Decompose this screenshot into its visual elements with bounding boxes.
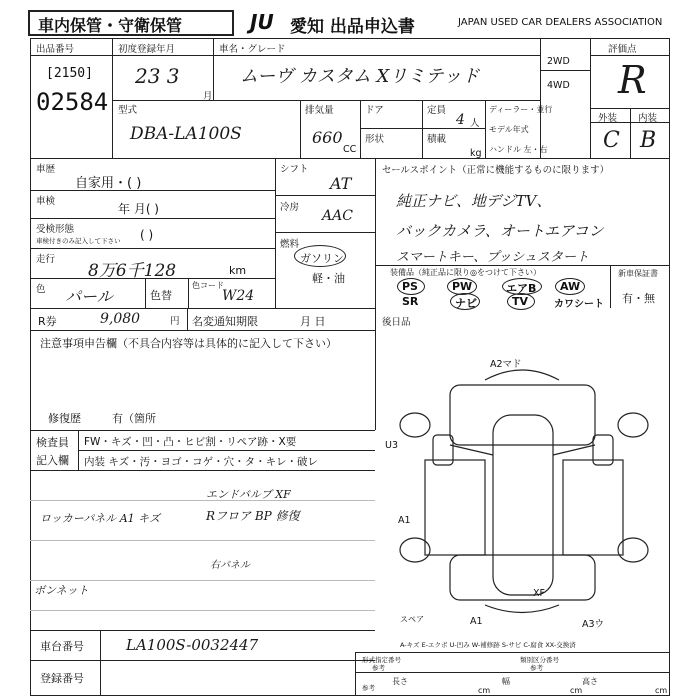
model-cert-ref: 参考 bbox=[372, 664, 385, 672]
diagram-label-front: A2マド bbox=[490, 359, 522, 370]
circle-aw bbox=[555, 278, 585, 295]
inspection-value: 年 月( ) bbox=[118, 202, 159, 216]
reference-label: 参考 bbox=[362, 684, 375, 692]
history-label: 車歴 bbox=[36, 164, 56, 175]
inspection-form-sub: 車検付きのみ記入して下さい bbox=[36, 237, 121, 245]
repair-history-value: 有（箇所 bbox=[112, 412, 156, 425]
circle-tv bbox=[507, 293, 535, 310]
selling-point-line-2: バックカメラ、オートエアコン bbox=[396, 222, 604, 240]
repair-history-label: 修復歴 bbox=[48, 412, 81, 425]
car-name-label: 車名・グレード bbox=[219, 44, 286, 55]
inspector-note-4: 右パネル bbox=[210, 560, 250, 571]
displacement-label: 排気量 bbox=[305, 105, 334, 116]
damage-legend: A-キズ E-エクボ U-凹み W-補修跡 S-サビ C-腐食 XX-交換済 bbox=[400, 641, 576, 649]
diagram-label-right: A3ウ bbox=[582, 619, 605, 630]
notice-value: 月 日 bbox=[300, 315, 326, 328]
category-ref: 参考 bbox=[530, 664, 543, 672]
model-year-label: モデル年式 bbox=[489, 125, 529, 134]
inspection-label: 車検 bbox=[36, 196, 56, 207]
chassis-value: LA100S-0032447 bbox=[126, 636, 259, 654]
exterior-grade: C bbox=[603, 128, 620, 153]
ac-value: AAC bbox=[322, 208, 353, 224]
width-label: 幅 bbox=[502, 677, 510, 686]
inspector-note-5: ボンネット bbox=[34, 584, 89, 597]
lot-number: 02584 bbox=[36, 88, 109, 116]
ac-label: 冷房 bbox=[280, 202, 300, 213]
diagram-label-bumper: A1 bbox=[470, 616, 483, 627]
load-unit: kg bbox=[470, 148, 482, 159]
equipment-label: 装備品（純正品に限り◎をつけて下さい） bbox=[390, 268, 541, 277]
grade-label: 評価点 bbox=[608, 44, 637, 55]
storage-badge-text: 車内保管・守衛保管 bbox=[38, 16, 183, 35]
gasoline-circle bbox=[294, 245, 346, 267]
rear-items-label: 後日品 bbox=[382, 317, 411, 328]
reg-number-label: 登録番号 bbox=[40, 672, 84, 685]
equip-tv: TV bbox=[512, 295, 529, 308]
selling-point-line-3: スマートキー、プッシュスタート bbox=[396, 250, 590, 265]
color-label: 色 bbox=[36, 284, 46, 295]
registration-label: 初度登録年月 bbox=[118, 44, 176, 55]
inspector-note-1: エンドバルブ XF bbox=[206, 488, 291, 501]
circle-ps bbox=[397, 278, 425, 295]
drive-4wd: 4WD bbox=[547, 80, 570, 91]
recycle-label: R券 bbox=[38, 315, 57, 328]
selling-points-label: セールスポイント（正常に機能するものに限ります） bbox=[382, 165, 610, 176]
mileage-value: 8万6千128 bbox=[88, 261, 177, 281]
notes-label: 注意事項申告欄（不具合内容等は具体的に記入して下さい） bbox=[40, 337, 337, 350]
association-name: JAPAN USED CAR DEALERS ASSOCIATION bbox=[458, 17, 663, 28]
warranty-label: 新車保証書 bbox=[618, 269, 658, 278]
inspection-form-label: 受検形態 bbox=[36, 224, 75, 235]
equip-airbag: エアB bbox=[506, 282, 537, 295]
displacement-value: 660 bbox=[312, 128, 343, 147]
inspector-note-2: Rフロア BP 修復 bbox=[206, 509, 300, 523]
inspector-note-3: ロッカーパネル A1 キズ bbox=[40, 512, 160, 525]
recycle-value: 9,080 bbox=[100, 311, 141, 327]
notice-label: 名変通知期限 bbox=[192, 315, 258, 328]
fuel-label: 燃料 bbox=[280, 239, 300, 250]
displacement-unit: CC bbox=[343, 144, 357, 155]
color-code-value: W24 bbox=[222, 288, 255, 304]
mileage-label: 走行 bbox=[36, 254, 56, 265]
registration-month-unit: 月 bbox=[203, 91, 213, 102]
equip-aw: AW bbox=[560, 280, 581, 293]
length-label: 長さ bbox=[392, 677, 408, 686]
interior-label: 内装 bbox=[638, 113, 658, 124]
inspection-form-value: ( ) bbox=[140, 228, 154, 242]
registration-value: 23 3 bbox=[135, 64, 180, 88]
diagram-label-rocker: A1 bbox=[398, 515, 411, 526]
selling-point-line-1: 純正ナビ、地デジTV、 bbox=[396, 192, 552, 210]
color-code-label: 色コード bbox=[192, 281, 224, 290]
model-value: DBA-LA100S bbox=[130, 124, 242, 144]
inspector-label-1: 検査員 bbox=[36, 436, 69, 449]
width-unit: cm bbox=[570, 686, 583, 695]
lot-sub-number: [2150] bbox=[46, 66, 93, 81]
fuel-gasoline: ガソリン bbox=[300, 252, 344, 265]
chassis-label: 車台番号 bbox=[40, 640, 84, 653]
shift-label: シフト bbox=[280, 164, 309, 175]
diagram-label-rear: XF bbox=[533, 588, 545, 599]
equip-leather-seat: カワシート bbox=[554, 299, 604, 310]
equip-ps: PS bbox=[402, 280, 418, 293]
car-damage-diagram bbox=[375, 340, 670, 630]
inspector-fw-row: FW・キズ・凹・凸・ヒビ割・リペア跡・X要 bbox=[84, 436, 297, 448]
doors-label: ドア bbox=[365, 105, 384, 116]
mileage-unit: km bbox=[229, 264, 247, 277]
interior-grade: B bbox=[640, 128, 657, 153]
height-label: 高さ bbox=[582, 677, 598, 686]
circle-navi bbox=[450, 293, 480, 310]
capacity-value: 4 bbox=[456, 112, 465, 128]
inspector-interior-row: 内装 キズ・汚・ヨゴ・コゲ・穴・タ・キレ・破レ bbox=[84, 456, 319, 468]
shift-value: AT bbox=[330, 174, 352, 193]
equip-navi: ナビ bbox=[455, 297, 477, 310]
equip-pw: PW bbox=[452, 280, 473, 293]
inspector-label-2: 記入欄 bbox=[36, 454, 69, 467]
warranty-value: 有・無 bbox=[622, 292, 655, 305]
diagram-label-left: U3 bbox=[385, 440, 398, 451]
fuel-light-oil: 軽・油 bbox=[312, 272, 345, 285]
capacity-unit: 人 bbox=[470, 118, 480, 129]
diagram-label-spare: スペア bbox=[400, 615, 424, 624]
capacity-label: 定員 bbox=[427, 105, 447, 116]
drive-2wd: 2WD bbox=[547, 56, 570, 67]
handle-label: ハンドル 左・右 bbox=[489, 145, 548, 154]
dealer-label: ディーラー・並行 bbox=[489, 105, 553, 114]
category-label: 類別区分番号 bbox=[520, 656, 559, 664]
exterior-label: 外装 bbox=[598, 113, 618, 124]
load-label: 積載 bbox=[427, 134, 447, 145]
history-value: 自家用・( ) bbox=[75, 176, 142, 191]
grade-value: R bbox=[618, 58, 647, 102]
color-value: パール bbox=[65, 287, 113, 306]
lot-label: 出品番号 bbox=[36, 44, 75, 55]
car-name-value: ムーヴ カスタム Xリミテッド bbox=[240, 66, 480, 87]
ju-logo: JU bbox=[250, 10, 274, 34]
form-title: 愛知 出品申込書 bbox=[290, 17, 415, 37]
color-change-label: 色替 bbox=[150, 289, 172, 302]
height-unit: cm bbox=[655, 686, 668, 695]
equip-sr: SR bbox=[402, 295, 419, 308]
recycle-unit: 円 bbox=[170, 316, 180, 327]
shape-label: 形状 bbox=[365, 134, 385, 145]
length-unit: cm bbox=[478, 686, 491, 695]
model-cert-label: 形式指定番号 bbox=[362, 656, 401, 664]
model-label: 型式 bbox=[118, 105, 138, 116]
